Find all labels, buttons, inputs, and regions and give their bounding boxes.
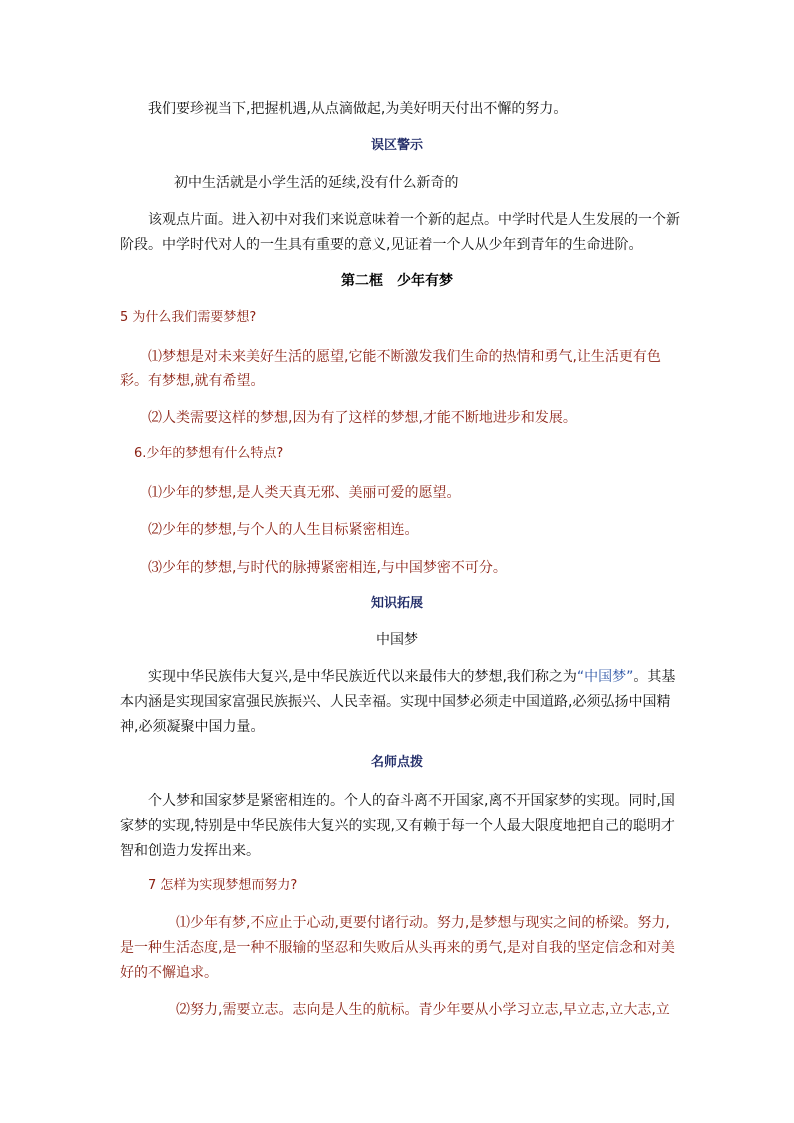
section-heading-zhishi: 知识拓展: [370, 596, 423, 611]
paragraph-line: 神,必须凝聚中国力量。: [120, 719, 265, 735]
paragraph-line: 个人梦和国家梦是紧密相连的。个人的奋斗离不开国家,离不开国家梦的实现。同时,国: [148, 793, 675, 809]
answer-line: ⑴少年的梦想,是人类天真无邪、美丽可爱的愿望。: [148, 485, 461, 501]
answer-line: ⑵努力,需要立志。志向是人生的航标。青少年要从小学习立志,早立志,立大志,立: [176, 1002, 670, 1018]
paragraph-line: 阶段。中学时代对人的一生具有重要的意义,见证着一个人从少年到青年的生命进阶。: [120, 237, 643, 253]
answer-line: ⑵人类需要这样的梦想,因为有了这样的梦想,才能不断地进步和发展。: [148, 410, 577, 426]
subsection-title-zhongguomeng: 中国梦: [376, 632, 418, 648]
paragraph-line: 本内涵是实现国家富强民族振兴、人民幸福。实现中国梦必须走中国道路,必须弘扬中国精: [120, 694, 671, 710]
highlight-quote: “中国梦”: [576, 669, 634, 685]
question-7: 7 怎样为实现梦想而努力?: [148, 878, 298, 893]
text-segment: 。其基: [633, 669, 676, 685]
text-segment: 实现中华民族伟大复兴,是中华民族近代以来最伟大的梦想,我们称之为: [148, 669, 577, 685]
paragraph-line: 该观点片面。进入初中对我们来说意味着一个新的起点。中学时代是人生发展的一个新: [148, 212, 680, 228]
answer-line: ⑴梦想是对未来美好生活的愿望,它能不断激发我们生命的热情和勇气,让生活更有色: [148, 349, 661, 365]
paragraph-line: 家梦的实现,特别是中华民族伟大复兴的实现,又有赖于每一个人最大限度地把自己的聪明才: [120, 818, 675, 834]
answer-line: 彩。有梦想,就有希望。: [120, 373, 265, 389]
answer-line: ⑶少年的梦想,与时代的脉搏紧密相连,与中国梦密不可分。: [148, 560, 507, 576]
misconception-statement: 初中生活就是小学生活的延续,没有什么新奇的: [174, 175, 459, 191]
answer-line: 好的不懈追求。: [120, 965, 218, 981]
answer-line: ⑴少年有梦,不应止于心动,更要付诸行动。努力,是梦想与现实之间的桥梁。努力,: [176, 915, 670, 931]
paragraph-line: 智和创造力发挥出来。: [120, 843, 260, 859]
answer-line: ⑵少年的梦想,与个人的人生目标紧密相连。: [148, 522, 419, 538]
question-6: 6.少年的梦想有什么特点?: [134, 446, 284, 461]
question-5: 5 为什么我们需要梦想?: [120, 310, 257, 325]
section-heading-mingshi: 名师点拨: [370, 755, 423, 770]
paragraph-line: 我们要珍视当下,把握机遇,从点滴做起,为美好明天付出不懈的努力。: [148, 101, 568, 117]
answer-line: 是一种生活态度,是一种不服输的坚忍和失败后从头再来的勇气,是对自我的坚定信念和对美: [120, 940, 675, 956]
section-heading-wuqu: 误区警示: [370, 138, 423, 153]
paragraph-line: [148, 665, 675, 689]
chapter-title: 第二框 少年有梦: [341, 273, 453, 289]
